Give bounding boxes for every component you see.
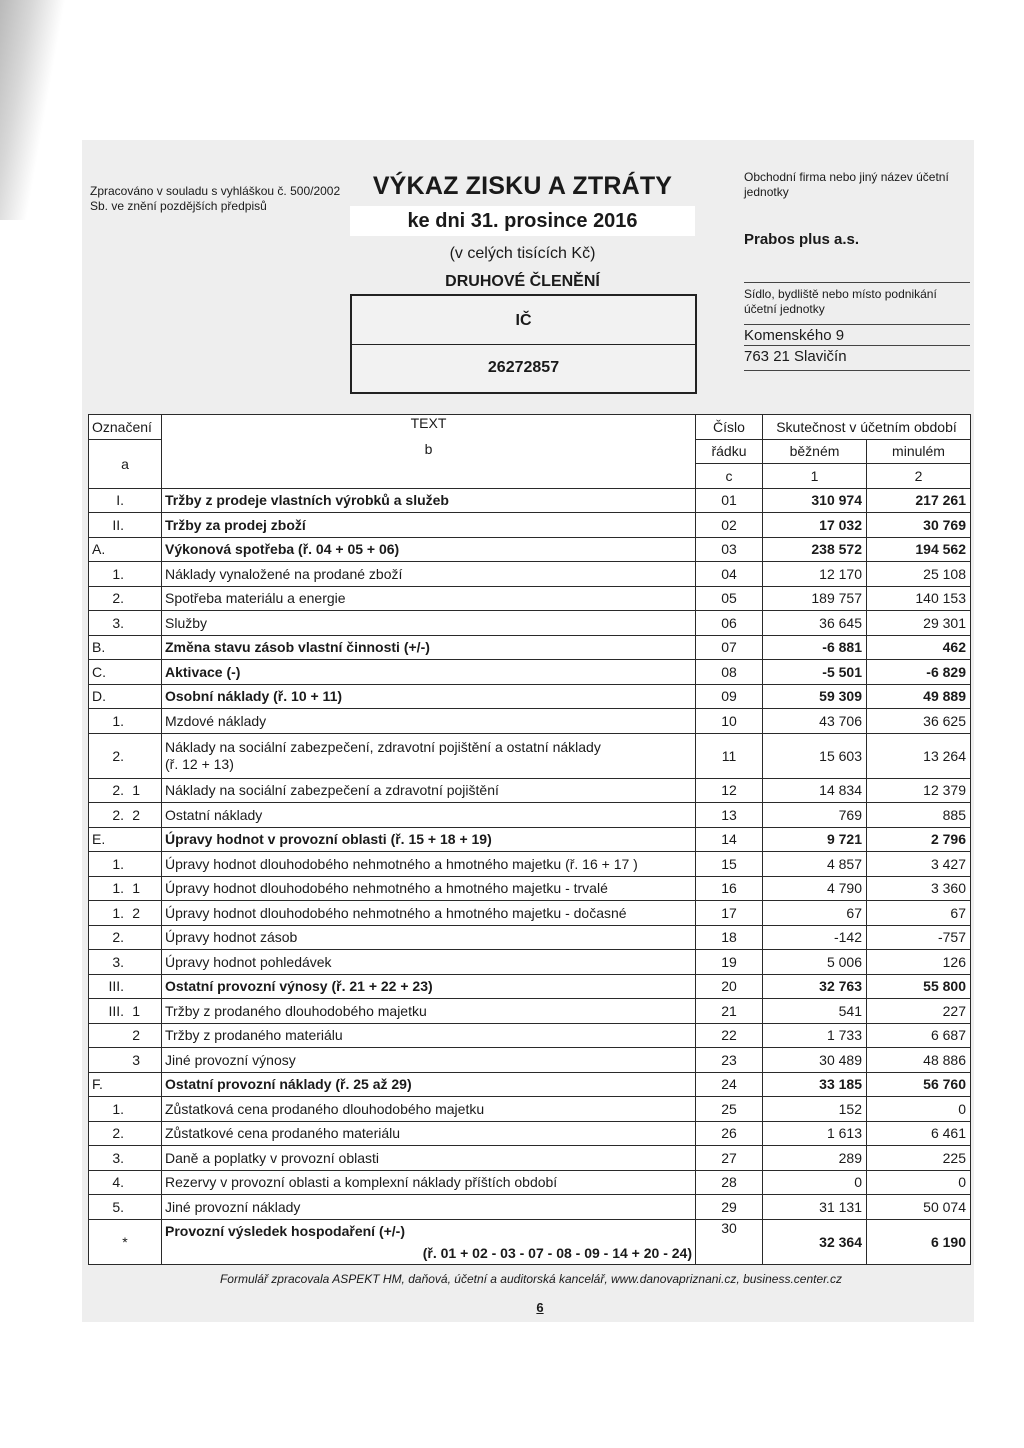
table-row (89, 488, 971, 513)
row-text (162, 950, 696, 975)
row-number: 12 (696, 778, 763, 803)
table-row (89, 876, 971, 901)
row-number: 04 (696, 562, 763, 587)
row-mark (89, 876, 162, 901)
row-previous-value: 0 (867, 1170, 971, 1195)
total-text (162, 1219, 696, 1264)
col-text-label: TEXT (410, 415, 447, 431)
row-number: 24 (696, 1072, 763, 1097)
row-previous-value: 25 108 (867, 562, 971, 587)
table-row (89, 1097, 971, 1122)
row-previous-value: 56 760 (867, 1072, 971, 1097)
row-number: 16 (696, 876, 763, 901)
row-text-line: Rezervy v provozní oblasti a komplexní náklady příštích období (165, 1174, 558, 1191)
row-mark (89, 635, 162, 660)
row-previous-value: 29 301 (867, 611, 971, 636)
row-mark-level2: 2 (132, 806, 140, 823)
row-mark-level1: C. (92, 663, 106, 680)
row-number: 21 (696, 999, 763, 1024)
row-current-value: -5 501 (763, 660, 867, 685)
col-current-header: běžném (763, 439, 867, 464)
row-mark-level1: A. (92, 541, 106, 558)
row-previous-value: 67 (867, 901, 971, 926)
row-text (162, 513, 696, 538)
row-text-line: Zůstatková cena prodaného dlouhodobého majetku (165, 1100, 485, 1117)
row-previous-value: -6 829 (867, 660, 971, 685)
row-mark (89, 803, 162, 828)
row-number: 18 (696, 925, 763, 950)
row-text (162, 1023, 696, 1048)
row-mark (89, 974, 162, 999)
row-text-line-2: (ř. 12 + 13) (165, 755, 234, 772)
total-label: Provozní výsledek hospodaření (+/-) (165, 1222, 406, 1239)
row-number: 25 (696, 1097, 763, 1122)
row-mark-level1: 1. (112, 1100, 124, 1117)
row-previous-value: -757 (867, 925, 971, 950)
table-row (89, 1048, 971, 1073)
table-row (89, 709, 971, 734)
row-previous-value: 6 687 (867, 1023, 971, 1048)
row-mark-level1: 2. (112, 747, 124, 764)
row-text-line: Daně a poplatky v provozní oblasti (165, 1149, 380, 1166)
row-text-line: Tržby za prodej zboží (165, 516, 306, 533)
row-text (162, 1146, 696, 1171)
row-mark-level1: 2. (112, 590, 124, 607)
row-mark-level1: 3. (112, 614, 124, 631)
row-mark-level1: D. (92, 688, 106, 705)
table-row (89, 635, 971, 660)
table-row (89, 1023, 971, 1048)
row-previous-value: 194 562 (867, 537, 971, 562)
row-number: 13 (696, 803, 763, 828)
row-previous-value: 48 886 (867, 1048, 971, 1073)
col-row-header-2: řádku (696, 439, 763, 464)
row-current-value: 59 309 (763, 684, 867, 709)
page-number: 6 (536, 1300, 544, 1315)
row-previous-value: 3 427 (867, 852, 971, 877)
row-text (162, 1048, 696, 1073)
header-row (89, 415, 971, 440)
row-mark-level1: III. (108, 1002, 124, 1019)
compliance-note: Zpracováno v souladu s vyhláškou č. 500/2002 Sb. ve znění pozdějších předpisů (90, 184, 341, 213)
table-row (89, 974, 971, 999)
row-number: 03 (696, 537, 763, 562)
row-previous-value: 227 (867, 999, 971, 1024)
row-number: 26 (696, 1121, 763, 1146)
col-previous-number: 2 (867, 464, 971, 489)
row-text (162, 852, 696, 877)
row-previous-value: 225 (867, 1146, 971, 1171)
row-previous-value: 2 796 (867, 827, 971, 852)
row-mark (89, 733, 162, 778)
row-current-value: 12 170 (763, 562, 867, 587)
row-text-line: Úpravy hodnot dlouhodobého nehmotného a hmotného majetku - trvalé (165, 880, 608, 897)
row-mark (89, 925, 162, 950)
row-number: 08 (696, 660, 763, 685)
row-previous-value: 55 800 (867, 974, 971, 999)
row-mark (89, 513, 162, 538)
row-current-value: 238 572 (763, 537, 867, 562)
row-mark-level1: B. (92, 639, 106, 656)
address-street: Komenského 9 (744, 324, 970, 347)
row-current-value: -142 (763, 925, 867, 950)
row-mark-level1: 1. (112, 712, 124, 729)
row-text-line: Jiné provozní výnosy (165, 1051, 296, 1068)
row-text-line: Tržby z prodaného materiálu (165, 1027, 343, 1044)
row-mark-level1: F. (92, 1076, 103, 1093)
row-text-line: Výkonová spotřeba (ř. 04 + 05 + 06) (165, 541, 400, 558)
col-text-letter: b (424, 441, 433, 457)
row-previous-value: 0 (867, 1097, 971, 1122)
col-mark-letter: a (89, 439, 162, 488)
row-mark-level1: 2. (112, 1125, 124, 1142)
col-mark-header: Označení (89, 415, 162, 440)
row-mark-level1: 1. (112, 904, 124, 921)
row-text-line: Úpravy hodnot zásob (165, 929, 298, 946)
row-text (162, 733, 696, 778)
table-row (89, 827, 971, 852)
row-text-line: Služby (165, 614, 208, 631)
row-mark (89, 586, 162, 611)
row-text (162, 803, 696, 828)
row-current-value: 43 706 (763, 709, 867, 734)
row-number: 02 (696, 513, 763, 538)
row-number: 09 (696, 684, 763, 709)
row-mark-level1: 4. (112, 1174, 124, 1191)
table-total-row (89, 1219, 971, 1264)
row-mark (89, 852, 162, 877)
scan-edge-shadow (0, 0, 70, 220)
row-text (162, 562, 696, 587)
row-text (162, 974, 696, 999)
total-previous-value: 6 190 (867, 1219, 971, 1264)
row-current-value: 769 (763, 803, 867, 828)
row-text (162, 684, 696, 709)
row-mark (89, 537, 162, 562)
table-row (89, 901, 971, 926)
table-row (89, 586, 971, 611)
row-mark (89, 684, 162, 709)
row-mark-level2: 2 (132, 1027, 140, 1044)
row-number: 19 (696, 950, 763, 975)
table-row (89, 1146, 971, 1171)
firm-caption: Obchodní firma nebo jiný název účetní jednotky (744, 170, 949, 199)
row-text-line: Tržby z prodaného dlouhodobého majetku (165, 1002, 427, 1019)
col-row-header: Číslo (696, 415, 763, 440)
row-previous-value: 140 153 (867, 586, 971, 611)
row-mark (89, 1170, 162, 1195)
row-mark-level1: 1. (112, 565, 124, 582)
row-number: 28 (696, 1170, 763, 1195)
row-mark (89, 488, 162, 513)
row-number: 29 (696, 1195, 763, 1220)
row-current-value: 1 613 (763, 1121, 867, 1146)
total-formula: (ř. 01 + 02 - 03 - 07 - 08 - 09 - 14 + 20 - 24) (422, 1244, 692, 1261)
row-number: 23 (696, 1048, 763, 1073)
row-current-value: 30 489 (763, 1048, 867, 1073)
row-current-value: 14 834 (763, 778, 867, 803)
row-text (162, 586, 696, 611)
col-row-letter: c (696, 464, 763, 489)
row-text-line: Ostatní náklady (165, 806, 263, 823)
footer-note: Formulář zpracovala ASPEKT HM, daňová, účetní a auditorská kancelář, www.danovapriznani.cz, business.center.cz (219, 1272, 843, 1286)
row-text-line: Aktivace (-) (165, 663, 241, 680)
row-text (162, 635, 696, 660)
row-number: 11 (696, 733, 763, 778)
row-text (162, 611, 696, 636)
row-previous-value: 49 889 (867, 684, 971, 709)
table-row (89, 684, 971, 709)
row-current-value: 189 757 (763, 586, 867, 611)
row-text-line: Změna stavu zásob vlastní činnosti (+/-) (165, 639, 430, 656)
ic-box (350, 294, 697, 394)
row-text (162, 537, 696, 562)
row-number: 05 (696, 586, 763, 611)
row-text (162, 488, 696, 513)
row-previous-value: 50 074 (867, 1195, 971, 1220)
row-number: 17 (696, 901, 763, 926)
row-text (162, 1170, 696, 1195)
row-previous-value: 6 461 (867, 1121, 971, 1146)
row-mark (89, 901, 162, 926)
row-current-value: 31 131 (763, 1195, 867, 1220)
row-current-value: 0 (763, 1170, 867, 1195)
table-body (89, 415, 971, 1265)
row-text-line: Zůstatkové cena prodaného materiálu (165, 1125, 401, 1142)
row-text (162, 901, 696, 926)
row-current-value: 33 185 (763, 1072, 867, 1097)
row-mark (89, 709, 162, 734)
row-mark (89, 1146, 162, 1171)
row-mark-level2: 3 (132, 1051, 140, 1068)
address-city: 763 21 Slavičín (744, 345, 970, 371)
row-text (162, 778, 696, 803)
total-row-number: 30 (696, 1219, 763, 1264)
seat-caption: Sídlo, bydliště nebo místo podnikání účetní jednotky (744, 282, 970, 317)
row-current-value: 1 733 (763, 1023, 867, 1048)
row-text (162, 876, 696, 901)
row-current-value: 4 857 (763, 852, 867, 877)
row-mark-level2: 2 (132, 904, 140, 921)
total-mark: * (89, 1219, 162, 1264)
col-period-header: Skutečnost v účetním období (763, 415, 971, 440)
row-mark-level1: 2. (112, 929, 124, 946)
table-row (89, 1195, 971, 1220)
row-previous-value: 462 (867, 635, 971, 660)
ic-value: 26272857 (487, 359, 560, 376)
row-mark (89, 999, 162, 1024)
row-text (162, 1195, 696, 1220)
row-text-line: Osobní náklady (ř. 10 + 11) (165, 688, 343, 705)
row-current-value: 17 032 (763, 513, 867, 538)
row-mark (89, 1121, 162, 1146)
row-text (162, 925, 696, 950)
ic-label: IČ (515, 312, 532, 329)
row-text-line: Ostatní provozní výnosy (ř. 21 + 22 + 23) (165, 978, 433, 995)
row-text-line: Tržby z prodeje vlastních výrobků a služeb (165, 492, 449, 509)
row-previous-value: 217 261 (867, 488, 971, 513)
row-text-line: Náklady vynaložené na prodané zboží (165, 565, 403, 582)
row-number: 15 (696, 852, 763, 877)
table-row (89, 1170, 971, 1195)
table-row (89, 562, 971, 587)
row-previous-value: 12 379 (867, 778, 971, 803)
row-current-value: 67 (763, 901, 867, 926)
row-mark (89, 1097, 162, 1122)
table-row (89, 999, 971, 1024)
col-previous-header: minulém (867, 439, 971, 464)
row-mark-level1: E. (92, 831, 106, 848)
row-mark (89, 1195, 162, 1220)
row-text (162, 1121, 696, 1146)
col-text-header (162, 415, 696, 489)
table-row (89, 803, 971, 828)
table-row (89, 852, 971, 877)
row-mark-level1: I. (116, 492, 124, 509)
row-mark-level1: II. (112, 516, 124, 533)
row-text-line: Náklady na sociální zabezpečení, zdravotní pojištění a ostatní náklady (165, 738, 601, 755)
table-row (89, 1072, 971, 1097)
row-current-value: -6 881 (763, 635, 867, 660)
row-current-value: 310 974 (763, 488, 867, 513)
row-current-value: 289 (763, 1146, 867, 1171)
row-current-value: 4 790 (763, 876, 867, 901)
row-previous-value: 36 625 (867, 709, 971, 734)
row-text-line: Úpravy hodnot v provozní oblasti (ř. 15 + 18 + 19) (165, 831, 492, 848)
row-mark (89, 1048, 162, 1073)
row-mark (89, 660, 162, 685)
row-text-line: Spotřeba materiálu a energie (165, 590, 346, 607)
profit-loss-table (88, 414, 971, 1265)
row-number: 20 (696, 974, 763, 999)
report-units: (v celých tisících Kč) (449, 245, 596, 262)
row-text-line: Úpravy hodnot dlouhodobého nehmotného a hmotného majetku - dočasné (165, 904, 627, 921)
table-row (89, 1121, 971, 1146)
row-mark (89, 827, 162, 852)
table-row (89, 778, 971, 803)
row-number: 14 (696, 827, 763, 852)
report-classification: DRUHOVÉ ČLENĚNÍ (445, 273, 600, 290)
report-date: ke dni 31. prosince 2016 (350, 206, 695, 236)
row-mark-level1: 1. (112, 880, 124, 897)
row-text-line: Mzdové náklady (165, 712, 267, 729)
table-row (89, 733, 971, 778)
row-text (162, 1097, 696, 1122)
row-mark (89, 1072, 162, 1097)
row-mark (89, 950, 162, 975)
row-text-line: Jiné provozní náklady (165, 1198, 301, 1215)
row-number: 27 (696, 1146, 763, 1171)
row-mark-level1: 3. (112, 953, 124, 970)
row-mark-level1: III. (108, 978, 124, 995)
row-text-line: Ostatní provozní náklady (ř. 25 až 29) (165, 1076, 412, 1093)
row-current-value: 9 721 (763, 827, 867, 852)
table-row (89, 950, 971, 975)
row-previous-value: 126 (867, 950, 971, 975)
row-number: 07 (696, 635, 763, 660)
table-row (89, 925, 971, 950)
col-current-number: 1 (763, 464, 867, 489)
row-previous-value: 30 769 (867, 513, 971, 538)
row-text (162, 999, 696, 1024)
firm-name: Prabos plus a.s. (744, 231, 860, 248)
row-previous-value: 3 360 (867, 876, 971, 901)
total-current-value: 32 364 (763, 1219, 867, 1264)
row-mark (89, 562, 162, 587)
row-number: 06 (696, 611, 763, 636)
table-row (89, 513, 971, 538)
row-number: 10 (696, 709, 763, 734)
table-row (89, 537, 971, 562)
row-text-line: Náklady na sociální zabezpečení a zdravotní pojištění (165, 782, 499, 799)
row-text (162, 1072, 696, 1097)
row-current-value: 152 (763, 1097, 867, 1122)
row-text (162, 660, 696, 685)
row-current-value: 15 603 (763, 733, 867, 778)
row-mark (89, 611, 162, 636)
row-mark-level2: 1 (132, 782, 140, 799)
row-current-value: 5 006 (763, 950, 867, 975)
row-mark (89, 778, 162, 803)
row-mark-level1: 5. (112, 1198, 124, 1215)
report-title: VÝKAZ ZISKU A ZTRÁTY (372, 172, 673, 200)
ic-divider (352, 344, 695, 345)
row-current-value: 541 (763, 999, 867, 1024)
row-text (162, 827, 696, 852)
table-row (89, 611, 971, 636)
row-mark-level1: 2. (112, 782, 124, 799)
row-number: 01 (696, 488, 763, 513)
row-previous-value: 885 (867, 803, 971, 828)
row-current-value: 36 645 (763, 611, 867, 636)
row-mark-level1: 3. (112, 1149, 124, 1166)
row-current-value: 32 763 (763, 974, 867, 999)
row-text (162, 709, 696, 734)
row-mark (89, 1023, 162, 1048)
row-mark-level1: 1. (112, 855, 124, 872)
table-row (89, 660, 971, 685)
row-mark-level2: 1 (132, 880, 140, 897)
row-mark-level1: 2. (112, 806, 124, 823)
row-previous-value: 13 264 (867, 733, 971, 778)
row-text-line: Úpravy hodnot pohledávek (165, 953, 332, 970)
row-number: 22 (696, 1023, 763, 1048)
row-text-line: Úpravy hodnot dlouhodobého nehmotného a hmotného majetku (ř. 16 + 17 ) (165, 855, 638, 872)
row-mark-level2: 1 (132, 1002, 140, 1019)
